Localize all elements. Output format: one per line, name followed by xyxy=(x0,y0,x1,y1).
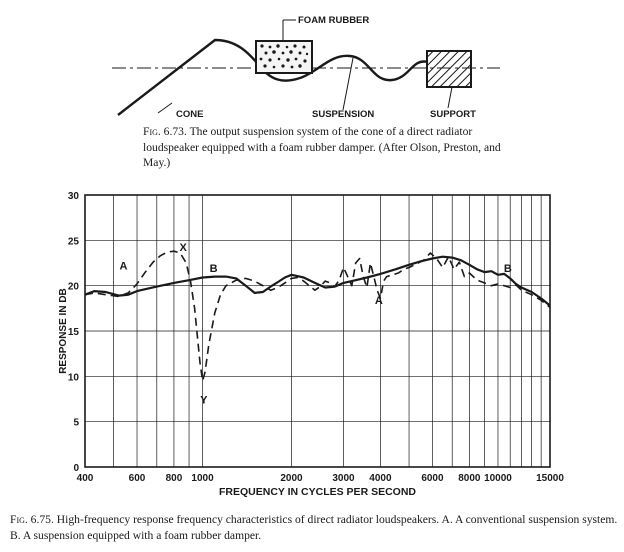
x-tick-label: 8000 xyxy=(458,473,481,484)
x-axis-label: FREQUENCY IN CYCLES PER SECOND xyxy=(218,486,417,498)
x-tick-label: 15000 xyxy=(536,473,564,484)
x-tick-labels xyxy=(77,473,565,484)
annotation-label: Y xyxy=(200,394,208,407)
label-support: SUPPORT xyxy=(430,109,476,120)
figure-673-text: The output suspension system of the cone of a direct radiator loudspeaker equipped with a foam rubber damper. (After Olson, Preston, and May.) xyxy=(143,125,501,169)
support-block xyxy=(427,51,471,87)
x-tick-label: 10000 xyxy=(484,473,512,484)
x-tick-label: 6000 xyxy=(421,473,444,484)
annotation-label: B xyxy=(503,263,512,276)
y-tick-labels xyxy=(68,191,80,474)
y-tick-label: 5 xyxy=(73,417,79,429)
y-tick-label: 10 xyxy=(67,372,79,384)
x-tick-label: 400 xyxy=(76,473,94,484)
suspension-diagram xyxy=(0,0,624,124)
y-axis-label: RESPONSE IN DB xyxy=(58,288,69,374)
y-tick-label: 30 xyxy=(67,191,79,202)
figure-673-caption xyxy=(143,124,523,171)
x-tick-label: 2000 xyxy=(280,473,303,484)
figure-675-caption xyxy=(10,512,620,543)
annotation-label: A xyxy=(374,294,383,307)
y-tick-label: 15 xyxy=(67,327,79,338)
chart-grid xyxy=(85,195,550,467)
figure-673-number: Fig. 6.73. xyxy=(143,125,187,138)
chart-series xyxy=(85,251,550,381)
response-chart xyxy=(0,182,624,506)
y-tick-label: 25 xyxy=(67,236,79,248)
y-tick-label: 0 xyxy=(73,463,79,474)
figure-675-number: Fig. 6.75. xyxy=(10,513,54,526)
figure-675-text: High-frequency response frequency characteristics of direct radiator loudspeakers. A. A conventional suspension system. B. A suspension equipped with a foam rubber damper. xyxy=(10,513,618,542)
x-tick-label: 4000 xyxy=(369,473,392,484)
annotation-label: A xyxy=(119,260,128,273)
label-cone: CONE xyxy=(176,109,204,120)
x-tick-label: 3000 xyxy=(332,473,355,484)
y-tick-label: 20 xyxy=(67,281,79,293)
annotation-label: B xyxy=(209,263,218,276)
x-tick-label: 800 xyxy=(165,473,183,484)
x-tick-label: 600 xyxy=(128,473,146,484)
label-foam-rubber: FOAM RUBBER xyxy=(298,15,370,26)
label-suspension: SUSPENSION xyxy=(312,109,375,120)
x-tick-label: 1000 xyxy=(191,473,214,484)
annotation-label: X xyxy=(179,242,187,255)
cone-line xyxy=(118,40,258,115)
